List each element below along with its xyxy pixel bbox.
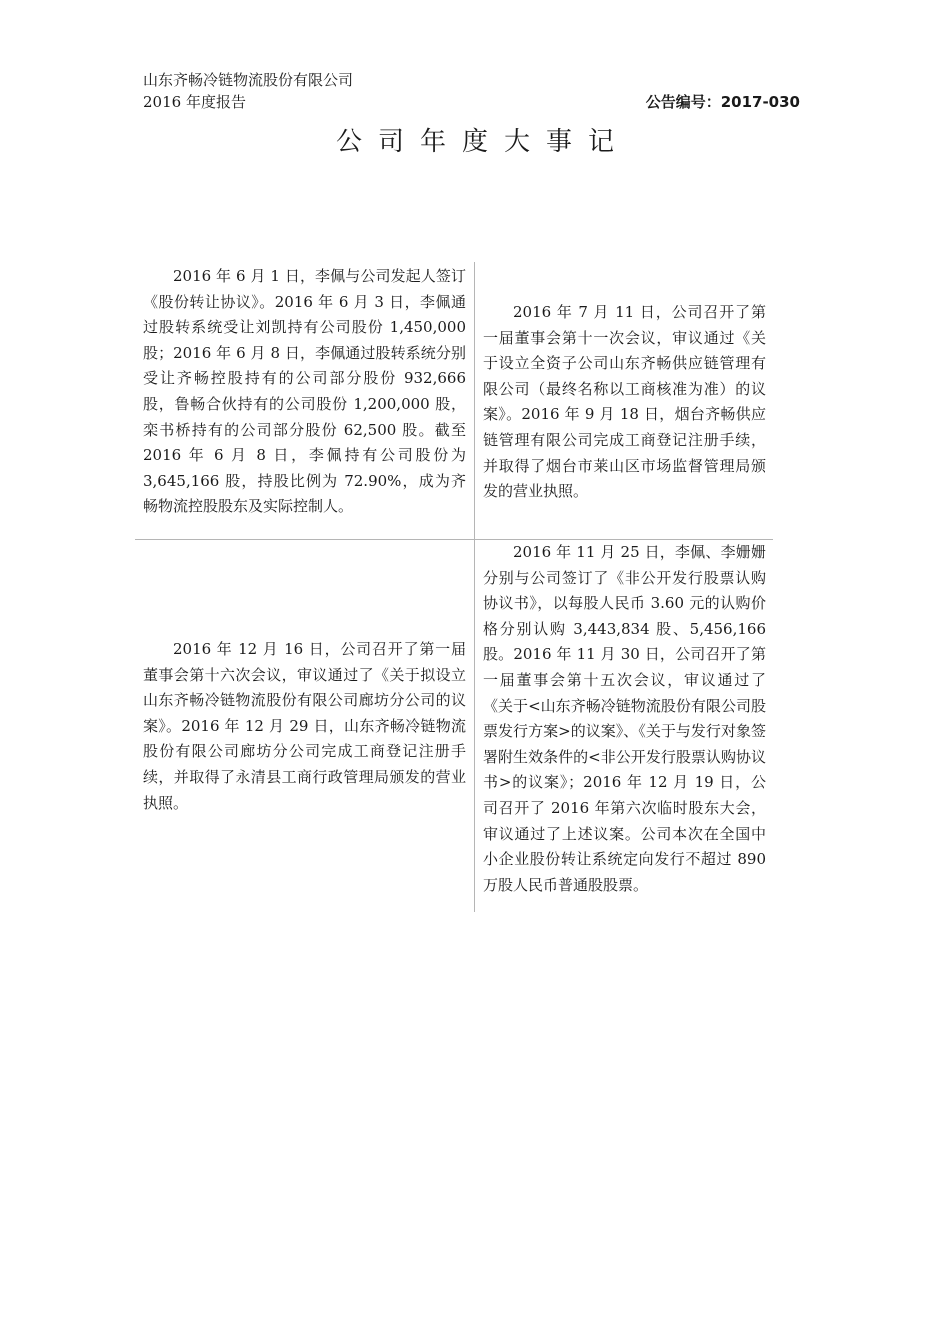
notice-number: 公告编号：2017-030: [645, 93, 800, 111]
page-title: 公司年度大事记: [335, 127, 630, 157]
company-name: 山东齐畅冷链物流股份有限公司: [143, 71, 354, 89]
column-divider-top: [474, 262, 475, 540]
report-title: 2016 年度报告: [143, 93, 246, 111]
event-cell-4: 2016 年 11 月 25 日，李佩、李姗姗分别与公司签订了《非公开发行股票认购协议书》，以每股人民币 3.60 元的认购价格分别认购 3,443,834 股、5,456,166 股。2016 年 11 月 30 日，公司召开了第一届董事会第十五次会议，审议通过了《关于<山东齐畅冷链物流股份有限公司股票发行方案>的议案》、《关于与发行对象签署附生效条件的<非公开发行股票认购协议书>的议案》；2016 年 12 月 19 日，公司召开了 2016 年第六次临时股东大会，审议通过了上述议案。公司本次在全国中小企业股份转让系统定向发行不超过 890 万股人民币普通股股票。: [483, 543, 766, 894]
event-cell-3: 2016 年 12 月 16 日，公司召开了第一届董事会第十六次会议，审议通过了《关于拟设立山东齐畅冷链物流股份有限公司廊坊分公司的议案》。2016 年 12 月 29 日，山东齐畅冷链物流股份有限公司廊坊分公司完成工商登记注册手续，并取得了永清县工商行政管理局颁发的营业执照。: [143, 640, 466, 812]
event-cell-1: 2016 年 6 月 1 日，李佩与公司发起人签订《股份转让协议》。2016 年 6 月 3 日，李佩通过股转系统受让刘凯持有公司股份 1,450,000 股；2016 年 6 月 8 日，李佩通过股转系统分别受让齐畅控股持有的公司部分股份 932,666 股，鲁畅合伙持有的公司股份 1,200,000 股，栾书桥持有的公司部分股份 62,500 股。截至 2016 年 6 月 8 日，李佩持有公司股份为 3,645,166 股，持股比例为 72.90%，成为齐畅物流控股股东及实际控制人。: [143, 267, 466, 516]
event-cell-2: 2016 年 7 月 11 日，公司召开了第一届董事会第十一次会议，审议通过《关于设立全资子公司山东齐畅供应链管理有限公司（最终名称以工商核准为准）的议案》。2016 年 9 月 18 日，烟台齐畅供应链管理有限公司完成工商登记注册手续，并取得了烟台市莱山区市场监督管理局颁发的营业执照。: [483, 303, 766, 501]
column-divider-bottom: [474, 539, 475, 912]
